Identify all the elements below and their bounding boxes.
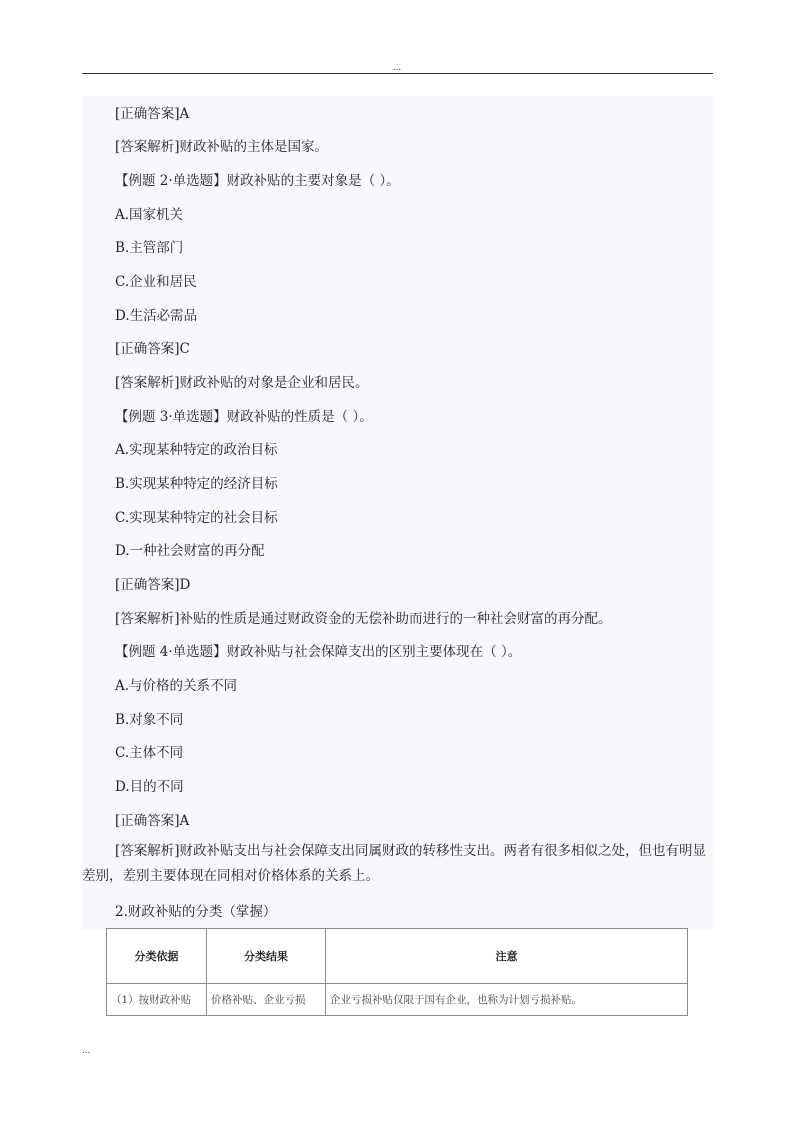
analysis-line: [答案解析]财政补贴的对象是企业和居民。: [115, 375, 369, 391]
option-line: C.企业和居民: [115, 274, 197, 290]
table-header-row: [107, 929, 688, 984]
answer-line: [正确答案]A: [115, 813, 190, 829]
table-cell: （1）按财政补贴: [107, 984, 207, 1016]
question-line: 【例题 4·单选题】财政补贴与社会保障支出的区别主要体现在（ ）。: [115, 644, 522, 660]
option-line: C.主体不同: [115, 745, 184, 761]
option-line: B.实现某种特定的经济目标: [115, 476, 278, 492]
option-line: B.对象不同: [115, 712, 184, 728]
column-header: 分类依据: [107, 929, 207, 984]
table-cell: 企业亏损补贴仅限于国有企业，也称为计划亏损补贴。: [326, 984, 688, 1016]
column-header: 注意: [326, 929, 688, 984]
answer-line: [正确答案]D: [115, 577, 191, 593]
analysis-paragraph: [答案解析]财政补贴支出与社会保障支出同属财政的转移性支出。两者有很多相似之处，但也有明显差别，差别主要体现在同相对价格体系的关系上。: [82, 843, 707, 884]
option-line: A.与价格的关系不同: [115, 678, 238, 694]
question-line: 【例题 2·单选题】财政补贴的主要对象是（ ）。: [115, 173, 400, 189]
answer-line: [正确答案]A: [115, 106, 190, 122]
option-line: D.目的不同: [115, 779, 184, 795]
column-header: 分类结果: [207, 929, 326, 984]
option-line: B.主管部门: [115, 240, 184, 256]
page-header-ellipsis: ...: [392, 62, 402, 73]
classification-table: [106, 928, 688, 1016]
option-line: D.生活必需品: [115, 308, 198, 324]
option-line: D.一种社会财富的再分配: [115, 543, 265, 559]
analysis-line: [答案解析]财政补贴的主体是国家。: [115, 139, 329, 155]
option-line: A.实现某种特定的政治目标: [115, 442, 278, 458]
analysis-line: [答案解析]补贴的性质是通过财政资金的无偿补助而进行的一种社会财富的再分配。: [115, 611, 612, 627]
question-line: 【例题 3·单选题】财政补贴的性质是（ ）。: [115, 409, 373, 425]
header-rule: [82, 73, 713, 74]
document-content: [82, 96, 713, 930]
page-footer-ellipsis: ...: [82, 1045, 91, 1056]
table-cell: 价格补贴、企业亏损: [207, 984, 326, 1016]
section-heading: 2.财政补贴的分类（掌握）: [115, 904, 277, 920]
option-line: A.国家机关: [115, 207, 184, 223]
option-line: C.实现某种特定的社会目标: [115, 510, 278, 526]
table-row: [107, 984, 688, 1016]
answer-line: [正确答案]C: [115, 341, 190, 357]
